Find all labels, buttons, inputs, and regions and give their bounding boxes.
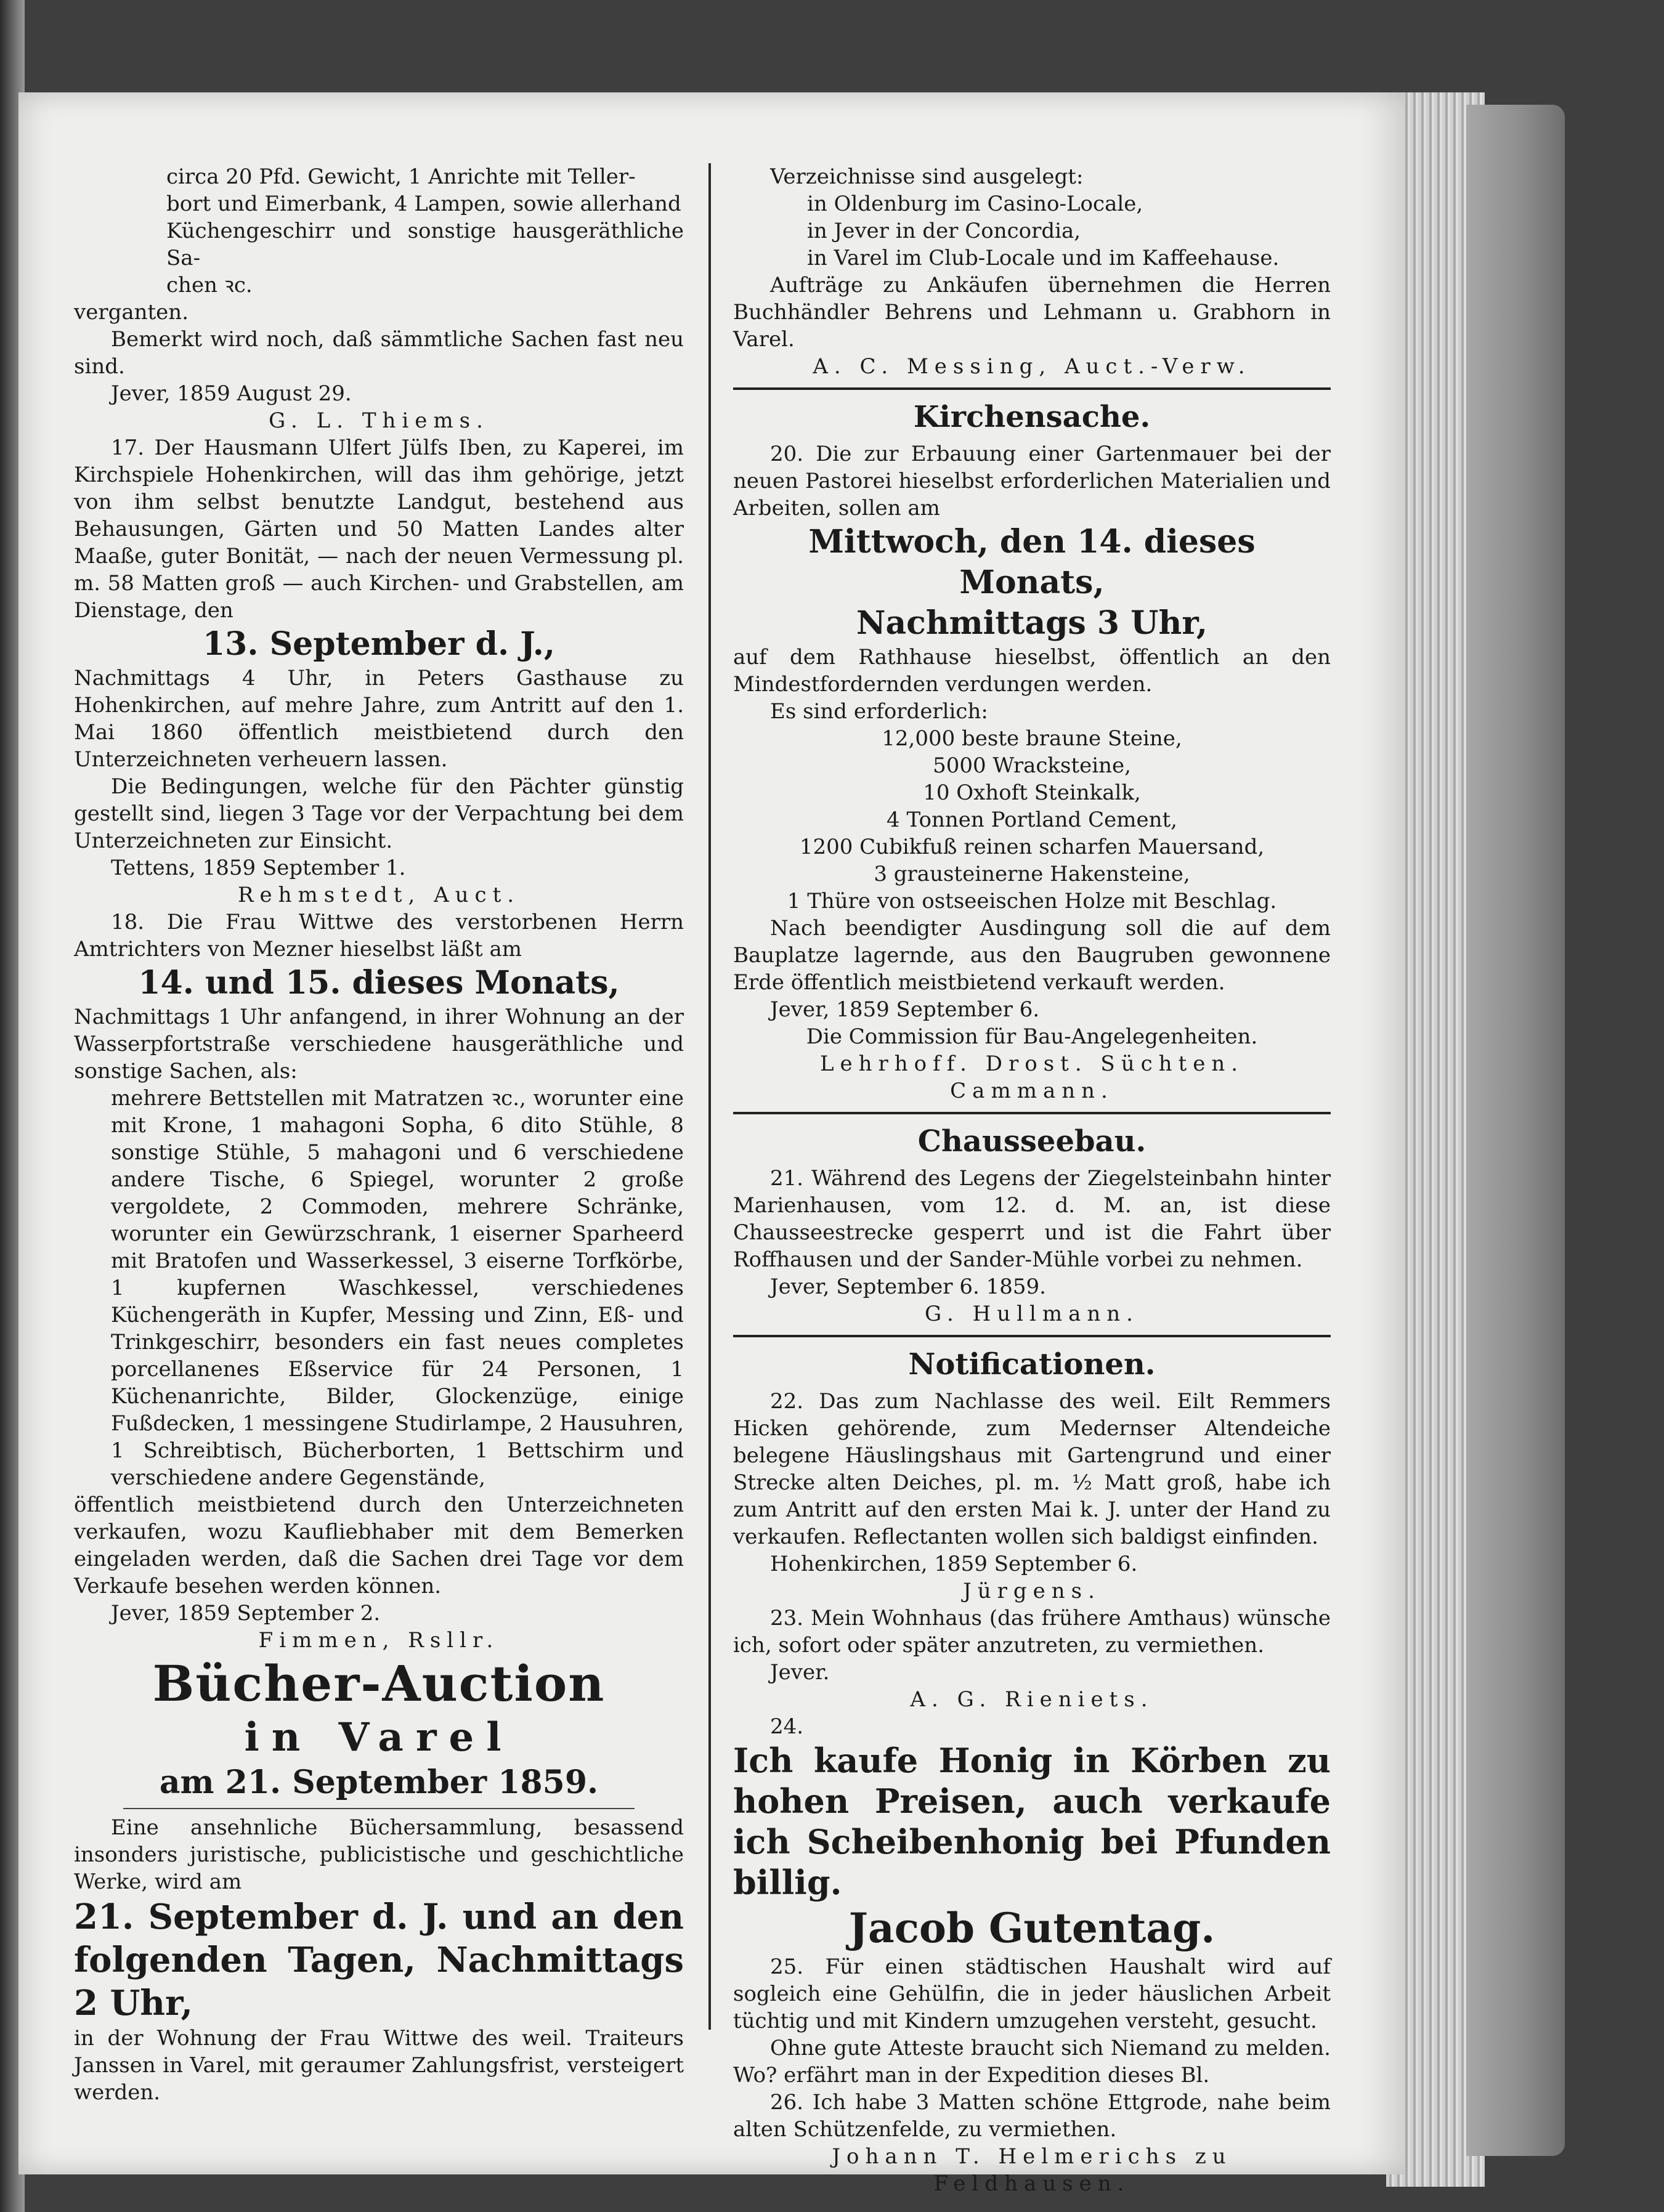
notice-17-conditions: Die Bedingungen, welche für den Pächter günstig gestellt sind, liegen 3 Tage vor der Verpachtung bei dem Unterzeichneten zur Einsicht.: [74, 774, 684, 853]
dateline: Jever, 1859 September 6.: [770, 997, 1040, 1022]
notice-25: 25. Für einen städtischen Haushalt wird auf sogleich eine Gehülfin, die in jeder häuslichen Arbeit tüchtig und mit Kindern umzugehen versteht, gesucht.: [733, 1955, 1331, 2033]
auction-when: 21. September d. J. und an den folgenden Tagen, Nachmittags 2 Uhr,: [74, 1897, 684, 2024]
continued-line: bort und Eimerbank, 4 Lampen, sowie allerhand: [166, 192, 681, 216]
dateline: Hohenkirchen, 1859 September 6.: [770, 1552, 1138, 1576]
material-item: 3 grausteinerne Hakensteine,: [874, 862, 1190, 886]
section-rule: [733, 1112, 1331, 1114]
continued-line: Küchengeschirr und sonstige hausgeräthliche Sa-: [166, 219, 684, 270]
section-heading-chausseebau: Chausseebau.: [917, 1124, 1147, 1159]
rule: [123, 1808, 635, 1809]
continued-line: circa 20 Pfd. Gewicht, 1 Anrichte mit Teller-: [166, 164, 636, 189]
notice-22: 22. Das zum Nachlasse des weil. Eilt Remmers Hicken gehörende, zum Medernser Altendeiche belegene Häuslingshaus mit Gartengrund und einer Strecke alten Deiches, pl. m. ½ Matt groß, habe ich zum Antritt auf den ersten Mai k. J. unter der Hand zu verkaufen. Reflectanten wollen sich baldigst einfinden.: [733, 1389, 1331, 1549]
signature: G. Hullmann.: [925, 1302, 1139, 1326]
continued-line: chen ꝛc.: [166, 273, 253, 298]
signature: A. G. Rieniets.: [910, 1687, 1154, 1712]
material-item: 10 Oxhoft Steinkalk,: [923, 780, 1141, 805]
auction-text: Eine ansehnliche Büchersammlung, besassend insonders juristische, publicistische und geschichtliche Werke, wird am: [74, 1815, 684, 1894]
left-column: [74, 163, 684, 2106]
notice-20-date: Mittwoch, den 14. dieses Monats,: [808, 523, 1256, 601]
section-rule: [733, 1335, 1331, 1337]
dateline: Tettens, 1859 September 1.: [111, 856, 406, 880]
list-location: in Varel im Club-Locale und im Kaffeehause.: [807, 246, 1280, 270]
signature: Johann T. Helmerichs zu Feldhausen.: [832, 2144, 1232, 2196]
section-heading-notificationen: Notificationen.: [908, 1347, 1156, 1382]
notice-24-honey: Ich kaufe Honig in Körben zu hohen Preisen, auch verkaufe ich Scheibenhonig bei Pfunden billig.: [733, 1741, 1331, 1902]
orders-note: Aufträge zu Ankäufen übernehmen die Herren Buchhändler Behrens und Lehmann u. Grabhorn in Varel.: [733, 273, 1331, 352]
notice-20-soil: Nach beendigter Ausdingung soll die auf dem Bauplatze lagernde, aus den Baugruben gewonnene Erde öffentlich meistbietend verkauft werden.: [733, 916, 1331, 995]
auction-date: am 21. September 1859.: [159, 1764, 599, 1801]
signature: G. L. Thiems.: [269, 408, 489, 433]
book-cover: [1466, 105, 1565, 2156]
notice-20-time: Nachmittags 3 Uhr,: [856, 604, 1208, 642]
notice-18: 18. Die Frau Wittwe des verstorbenen Herrn Amtrichters von Mezner hieselbst läßt am: [74, 910, 684, 962]
remark: Bemerkt wird noch, daß sämmtliche Sachen fast neu sind.: [74, 327, 684, 379]
notice-20-required: Es sind erforderlich:: [770, 699, 988, 724]
notice-20: 20. Die zur Erbauung einer Gartenmauer bei der neuen Pastorei hieselbst erforderlichen Materialien und Arbeiten, sollen am: [733, 442, 1331, 521]
notice-26: 26. Ich habe 3 Matten schöne Ettgrode, nahe beim alten Schützenfelde, zu vermiethen.: [733, 2090, 1331, 2142]
section-rule: [733, 387, 1331, 390]
notice-20-body: auf dem Rathhause hieselbst, öffentlich an den Mindestfordernden verdungen werden.: [733, 645, 1331, 697]
notice-24-name: Jacob Gutentag.: [848, 1904, 1216, 1952]
signature: Fimmen, Rsllr.: [258, 1628, 500, 1653]
commission: Die Commission für Bau-Angelegenheiten.: [806, 1024, 1258, 1049]
material-item: 4 Tonnen Portland Cement,: [887, 808, 1177, 832]
auction-title: Bücher-Auction: [152, 1655, 606, 1712]
dateline: Jever, 1859 August 29.: [111, 381, 352, 406]
lists-intro: Verzeichnisse sind ausgelegt:: [770, 164, 1084, 189]
notice-21: 21. Während des Legens der Ziegelsteinbahn hinter Marienhausen, vom 12. d. M. an, ist diese Chausseestrecke gesperrt und ist die Fahrt über Roffhausen und der Sander-Mühle vorbei zu nehmen.: [733, 1166, 1331, 1272]
auction-place: in Varel: [244, 1714, 514, 1760]
notice-18-date: 14. und 15. dieses Monats,: [138, 964, 620, 1002]
notice-18-body: Nachmittags 1 Uhr anfangend, in ihrer Wohnung an der Wasserpfortstraße verschiedene hausgeräthliche und sonstige Sachen, als:: [74, 1005, 684, 1084]
signature: Jürgens.: [963, 1579, 1101, 1603]
notice-23: 23. Mein Wohnhaus (das frühere Amthaus) wünsche ich, sofort oder später anzutreten, zu vermiethen.: [733, 1606, 1331, 1658]
right-column: [733, 163, 1331, 2197]
material-item: 1 Thüre von ostseeischen Holze mit Beschlag.: [787, 889, 1277, 914]
notice-18-closing: öffentlich meistbietend durch den Unterzeichneten verkaufen, wozu Kaufliebhaber mit dem Bemerken eingeladen werden, daß die Sachen drei Tage vor dem Verkaufe besehen werden können.: [74, 1493, 684, 1598]
material-item: 5000 Wracksteine,: [933, 753, 1131, 778]
auction-text-2: in der Wohnung der Frau Wittwe des weil. Traiteurs Janssen in Varel, mit geraumer Zahlungsfrist, versteigert werden.: [74, 2026, 684, 2105]
notice-25-note: Ohne gute Atteste braucht sich Niemand zu melden. Wo? erfährt man in der Expedition dieses Bl.: [733, 2036, 1331, 2088]
signature: A. C. Messing, Auct.-Verw.: [813, 354, 1251, 379]
notice-17-date: 13. September d. J.,: [203, 625, 555, 663]
newspaper-page: [18, 92, 1405, 2196]
material-item: 1200 Cubikfuß reinen scharfen Mauersand,: [799, 835, 1265, 859]
material-item: 12,000 beste braune Steine,: [882, 726, 1182, 751]
notice-18-list: mehrere Bettstellen mit Matratzen ꝛc., worunter eine mit Krone, 1 mahagoni Sopha, 6 dito Stühle, 8 sonstige Stühle, 5 mahagoni und 6 verschiedene andere Tische, 6 Spiegel, worunter 2 große vergoldete, 2 Commoden, mehrere Schränke, worunter ein Gewürzschrank, 1 eiserner Sparheerd mit Bratofen und Wasserkessel, 3 eiserne Torfkörbe, 1 kupfernen Waschkessel, verschiedenes Küchengeräth in Kupfer, Messing und Zinn, Eß- und Trinkgeschirr, besonders ein fast neues completes porcellanenes Eßservice für 24 Personen, 1 Küchenanrichte, Bilder, Glockenzüge, einige Fußdecken, 1 messingene Studirlampe, 2 Hausuhren, 1 Schreibtisch, Bücherborten, 1 Bettschirm und verschiedene andere Gegenstände,: [111, 1086, 684, 1490]
continued-line-end: verganten.: [74, 300, 189, 325]
notice-23-place: Jever.: [770, 1660, 830, 1685]
notice-24-number: 24.: [770, 1714, 804, 1739]
dateline: Jever, September 6. 1859.: [770, 1274, 1046, 1299]
notice-17-body: Nachmittags 4 Uhr, in Peters Gasthause zu Hohenkirchen, auf mehre Jahre, zum Antritt auf den 1. Mai 1860 öffentlich meistbietend durch den Unterzeichneten verheuern lassen.: [74, 666, 684, 772]
list-location: in Jever in der Concordia,: [807, 219, 1081, 243]
section-heading-kirchensache: Kirchensache.: [913, 400, 1151, 434]
notice-17: 17. Der Hausmann Ulfert Jülfs Iben, zu Kaperei, im Kirchspiele Hohenkirchen, will das ihm gehörige, jetzt von ihm selbst benutzte Landgut, bestehend aus Behausungen, Gärten und 50 Matten Landes alter Maaße, guter Bonität, — nach der neuen Vermessung pl. m. 58 Matten groß — auch Kirchen- und Grabstellen, am Dienstage, den: [74, 436, 684, 623]
signature: Lehrhoff. Drost. Süchten. Cammann.: [819, 1051, 1244, 1103]
column-divider: [708, 163, 711, 2030]
list-location: in Oldenburg im Casino-Locale,: [807, 192, 1143, 216]
signature: Rehmstedt, Auct.: [237, 883, 521, 907]
dateline: Jever, 1859 September 2.: [111, 1601, 381, 1626]
